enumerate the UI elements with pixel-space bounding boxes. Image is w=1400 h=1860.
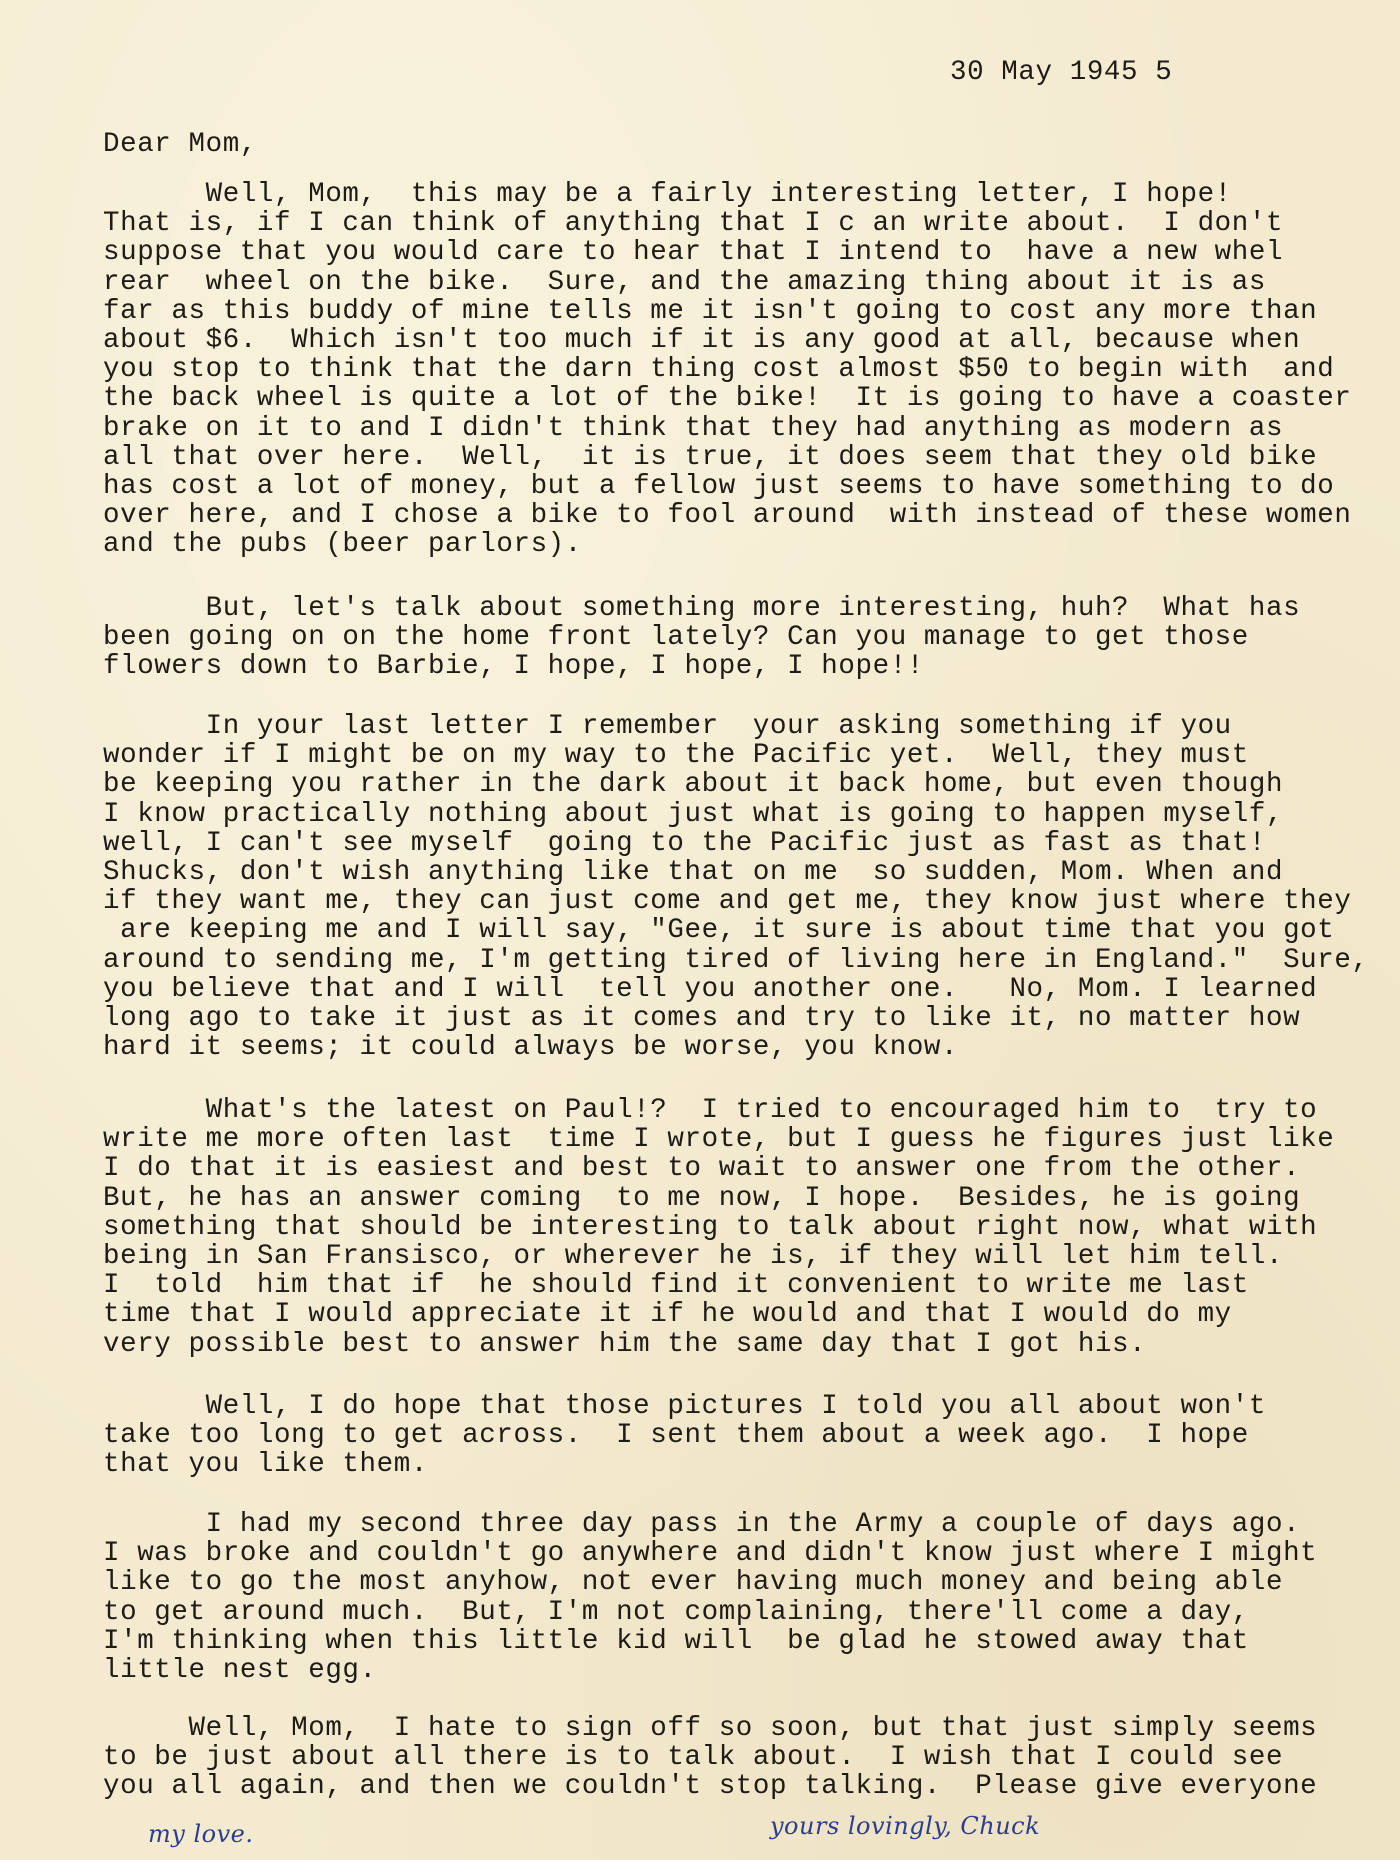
typed-line: take too long to get across. I sent them about a week ago. I hope xyxy=(103,1420,1249,1452)
typed-line: I know practically nothing about just what is going to happen myself, xyxy=(103,798,1284,830)
typed-line: you believe that and I will tell you another one. No, Mom. I learned xyxy=(103,973,1318,1005)
typed-line: rear wheel on the bike. Sure, and the amazing thing about it is as xyxy=(103,266,1266,298)
salutation: Dear Mom, xyxy=(103,129,257,160)
typed-line: I'm thinking when this little kid will be glad he stowed away that xyxy=(103,1625,1249,1657)
typed-line: suppose that you would care to hear that I intend to have a new whel xyxy=(103,237,1284,269)
typed-line: to be just about all there is to talk about. I wish that I could see xyxy=(103,1742,1284,1774)
typed-line: But, he has an answer coming to me now, I hope. Besides, he is going xyxy=(103,1182,1301,1214)
typed-line: over here, and I chose a bike to fool around with instead of these women xyxy=(103,500,1352,532)
typed-line: if they want me, they can just come and get me, they know just where they xyxy=(103,886,1352,918)
typed-line: I was broke and couldn't go anywhere and didn't know just where I might xyxy=(103,1538,1318,1570)
typed-line: brake on it to and I didn't think that they had anything as modern as xyxy=(103,412,1284,444)
paragraph-sign-off xyxy=(103,1714,1317,1802)
typed-line: What's the latest on Paul!? I tried to encouraged him to try to xyxy=(103,1095,1318,1126)
typed-line: I told him that if he should find it convenient to write me last xyxy=(103,1270,1249,1302)
typed-line: like to go the most anyhow, not ever having much money and being able xyxy=(103,1567,1284,1599)
typed-line: very possible best to answer him the same day that I got his. xyxy=(103,1328,1147,1360)
letter-date: 30 May 1945 5 xyxy=(950,57,1173,88)
typed-line: something that should be interesting to talk about right now, what with xyxy=(103,1211,1318,1243)
typed-line: I had my second three day pass in the Army a couple of days ago. xyxy=(103,1509,1301,1540)
typed-line: But, let's talk about something more interesting, huh? What has xyxy=(103,593,1301,624)
typed-line: Shucks, don't wish anything like that on me so sudden, Mom. When and xyxy=(103,857,1284,889)
typed-line: to get around much. But, I'm not complaining, there'll come a day, xyxy=(103,1596,1249,1628)
typed-line: you all again, and then we couldn't stop talking. Please give everyone xyxy=(103,1771,1318,1803)
typed-line: flowers down to Barbie, I hope, I hope, I hope!! xyxy=(103,651,924,683)
typed-line: being in San Fransisco, or wherever he is, if they will let him tell. xyxy=(103,1241,1284,1273)
typed-line: well, I can't see myself going to the Pacific just as fast as that! xyxy=(103,827,1266,859)
typed-line: time that I would appreciate it if he would and that I would do my xyxy=(103,1299,1232,1331)
paragraph-paul xyxy=(103,1096,1334,1359)
paragraph-pictures xyxy=(103,1392,1266,1480)
typed-line: you stop to think that the darn thing cost almost $50 to begin with and xyxy=(103,354,1335,386)
typed-line: has cost a lot of money, but a fellow just seems to have something to do xyxy=(103,471,1335,503)
typed-line: long ago to take it just as it comes and try to like it, no matter how xyxy=(103,1003,1301,1035)
typed-line: Well, Mom, I hate to sign off so soon, but that just simply seems xyxy=(103,1713,1318,1744)
typed-line: been going on on the home front lately? Can you manage to get those xyxy=(103,622,1249,654)
typed-line: write me more often last time I wrote, but I guess he figures just like xyxy=(103,1124,1335,1156)
typed-line: hard it seems; it could always be worse, you know. xyxy=(103,1032,959,1064)
typed-line: I do that it is easiest and best to wait to answer one from the other. xyxy=(103,1153,1301,1185)
typed-line: the back wheel is quite a lot of the bike! It is going to have a coaster xyxy=(103,383,1352,415)
typed-line: all that over here. Well, it is true, it does seem that they old bike xyxy=(103,441,1318,473)
paragraph-pacific xyxy=(103,712,1369,1062)
handwritten-my-love: my love. xyxy=(148,1820,254,1848)
typed-line: be keeping you rather in the dark about it back home, but even though xyxy=(103,769,1284,801)
typed-line: In your last letter I remember your asking something if you xyxy=(103,711,1232,742)
paragraph-home-front xyxy=(103,594,1300,682)
typed-line: about $6. Which isn't too much if it is any good at all, because when xyxy=(103,325,1301,357)
handwritten-signature: yours lovingly, Chuck xyxy=(770,1812,1041,1840)
typed-line: far as this buddy of mine tells me it isn't going to cost any more than xyxy=(103,295,1318,327)
typed-line: are keeping me and I will say, "Gee, it sure is about time that you got xyxy=(103,915,1335,947)
paragraph-bike xyxy=(103,180,1352,560)
typed-line: Well, Mom, this may be a fairly interesting letter, I hope! xyxy=(103,179,1232,210)
typed-line: around to sending me, I'm getting tired of living here in England." Sure, xyxy=(103,944,1369,976)
typed-line: that you like them. xyxy=(103,1449,428,1481)
typed-line: That is, if I can think of anything that I c an write about. I don't xyxy=(103,208,1284,240)
typed-line: and the pubs (beer parlors). xyxy=(103,529,582,561)
typed-line: little nest egg. xyxy=(103,1655,377,1687)
paragraph-three-day-pass xyxy=(103,1510,1317,1685)
typed-line: Well, I do hope that those pictures I told you all about won't xyxy=(103,1391,1266,1422)
typed-line: wonder if I might be on my way to the Pacific yet. Well, they must xyxy=(103,740,1249,772)
